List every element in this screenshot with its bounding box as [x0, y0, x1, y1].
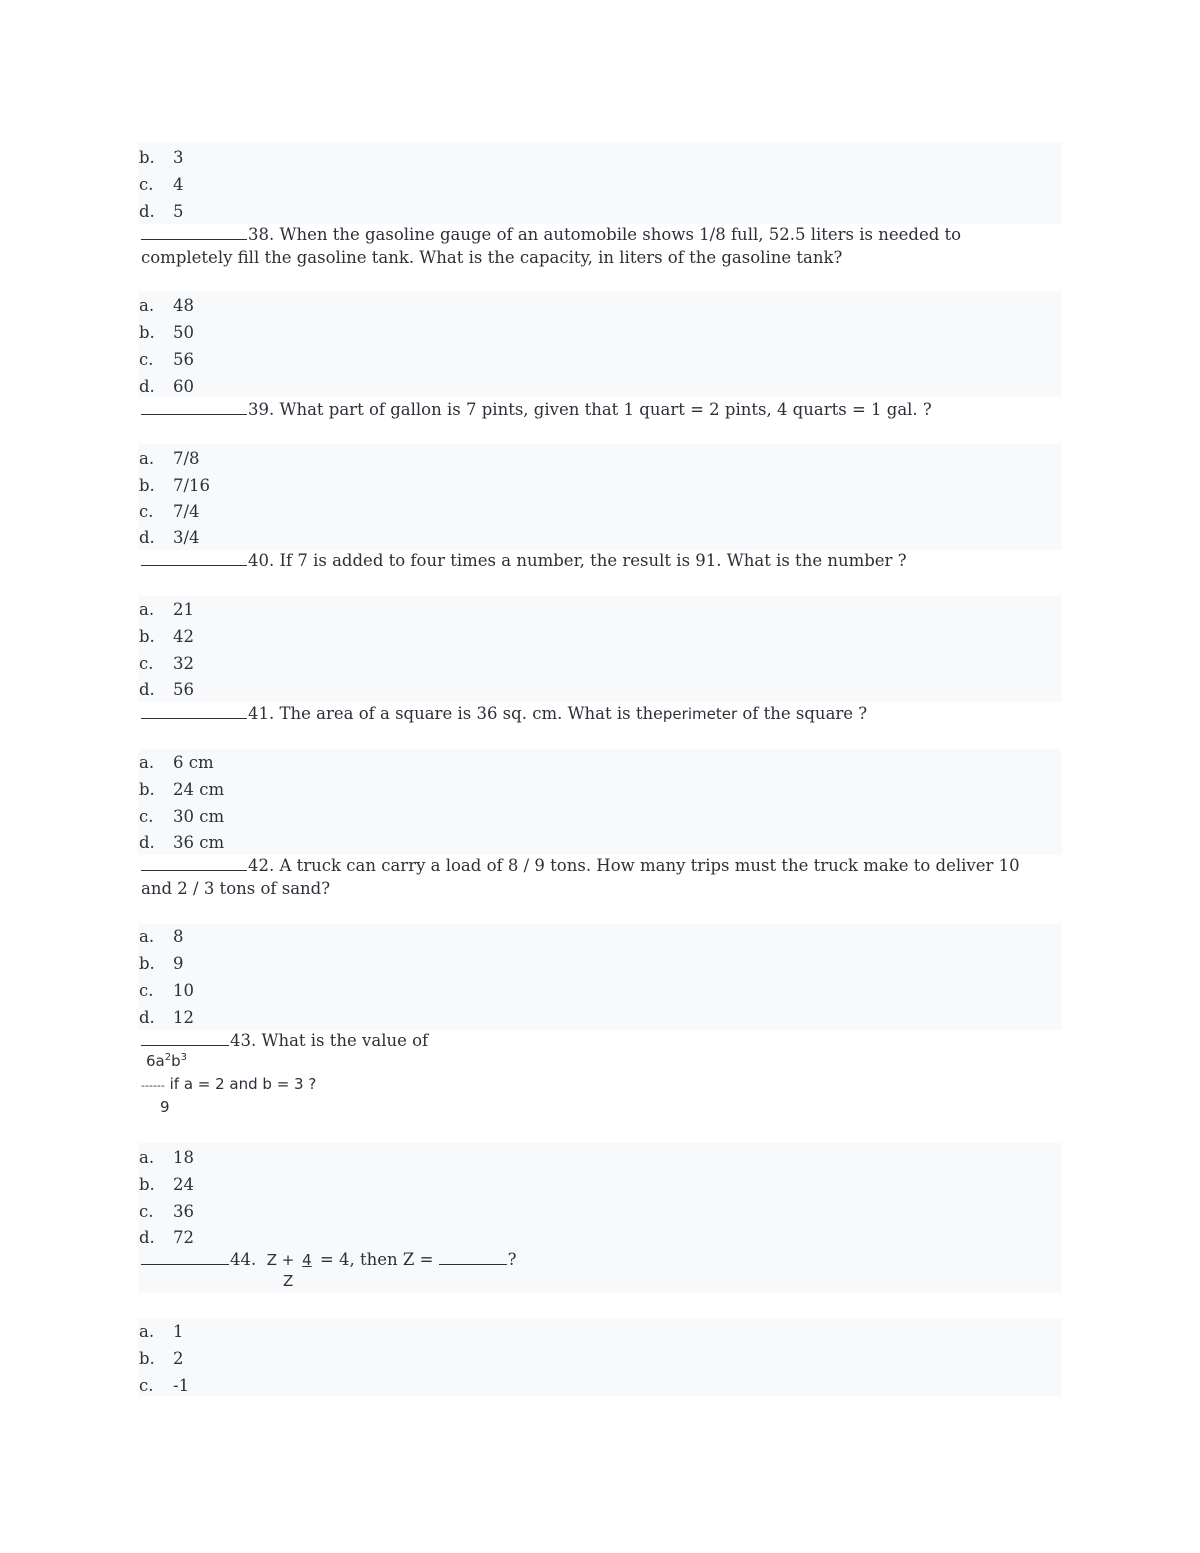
option-item: d. 56	[139, 680, 194, 699]
answer-blank	[141, 854, 247, 871]
question-43: 43. What is the value of	[141, 1029, 1046, 1052]
option-item: a. 8	[139, 927, 184, 946]
option-item: b. 9	[139, 954, 184, 973]
option-item: d. 72	[139, 1228, 194, 1247]
options-band	[138, 924, 1062, 1030]
option-item: c. 32	[139, 654, 194, 673]
options-band	[138, 444, 1062, 550]
option-item: c. 7/4	[139, 502, 200, 521]
options-band	[138, 142, 1062, 224]
answer-blank	[141, 1029, 229, 1046]
question-44: 44. Z + 4 = 4, then Z = ?	[141, 1248, 1046, 1272]
option-item: d. 5	[139, 202, 184, 221]
question-38: 38. When the gasoline gauge of an automobile shows 1/8 full, 52.5 liters is needed to completely fill the gasoline tank. What is the capacity, in liters of the gasoline tank?	[141, 225, 962, 267]
options-band	[138, 749, 1062, 855]
fraction-bar: ------	[141, 1079, 165, 1092]
option-item: b. 42	[139, 627, 194, 646]
options-band	[138, 1318, 1062, 1396]
option-item: a. 48	[139, 296, 194, 315]
answer-blank	[141, 398, 247, 415]
question-42: 42. A truck can carry a load of 8 / 9 tons. How many trips must the truck make to deliver 10 and 2 / 3 tons of sand?	[141, 856, 1020, 898]
options-band	[138, 291, 1062, 397]
option-item: d. 12	[139, 1008, 194, 1027]
expression-fraction-denominator: Z	[283, 1272, 294, 1290]
answer-blank	[141, 549, 247, 566]
options-band	[138, 596, 1062, 702]
option-item: c. -1	[139, 1376, 190, 1395]
option-item: c. 10	[139, 981, 194, 1000]
question-41: 41. The area of a square is 36 sq. cm. What is theperimeter of the square ?	[141, 702, 1046, 726]
question-40: 40. If 7 is added to four times a number, the result is 91. What is the number ?	[141, 549, 1046, 572]
option-item: a. 6 cm	[139, 753, 214, 772]
option-item: d. 36 cm	[139, 833, 225, 852]
answer-blank	[141, 702, 247, 719]
option-item: b. 24 cm	[139, 780, 225, 799]
option-item: a. 7/8	[139, 449, 200, 468]
option-item: b. 50	[139, 323, 194, 342]
option-item: c. 36	[139, 1202, 194, 1221]
option-item: b. 24	[139, 1175, 194, 1194]
expression-fraction-numerator: 4	[302, 1251, 312, 1269]
answer-blank	[141, 223, 247, 240]
option-item: d. 60	[139, 377, 194, 396]
answer-blank	[141, 1248, 229, 1265]
expression-condition: ------ if a = 2 and b = 3 ?	[141, 1075, 317, 1093]
expression-denominator: 9	[160, 1098, 170, 1116]
option-item: b. 2	[139, 1349, 184, 1368]
option-item: d. 3/4	[139, 528, 200, 547]
option-item: a. 1	[139, 1322, 184, 1341]
answer-blank	[439, 1248, 507, 1265]
option-item: c. 56	[139, 350, 194, 369]
question-39: 39. What part of gallon is 7 pints, given that 1 quart = 2 pints, 4 quarts = 1 gal. ?	[141, 398, 1046, 421]
option-item: b. 7/16	[139, 476, 211, 495]
expression-numerator: $6a^2b^3$	[146, 1052, 188, 1070]
option-item: c. 4	[139, 175, 184, 194]
option-item: c. 30 cm	[139, 807, 225, 826]
option-item: b. 3	[139, 148, 184, 167]
option-item: a. 18	[139, 1148, 194, 1167]
option-item: a. 21	[139, 600, 194, 619]
